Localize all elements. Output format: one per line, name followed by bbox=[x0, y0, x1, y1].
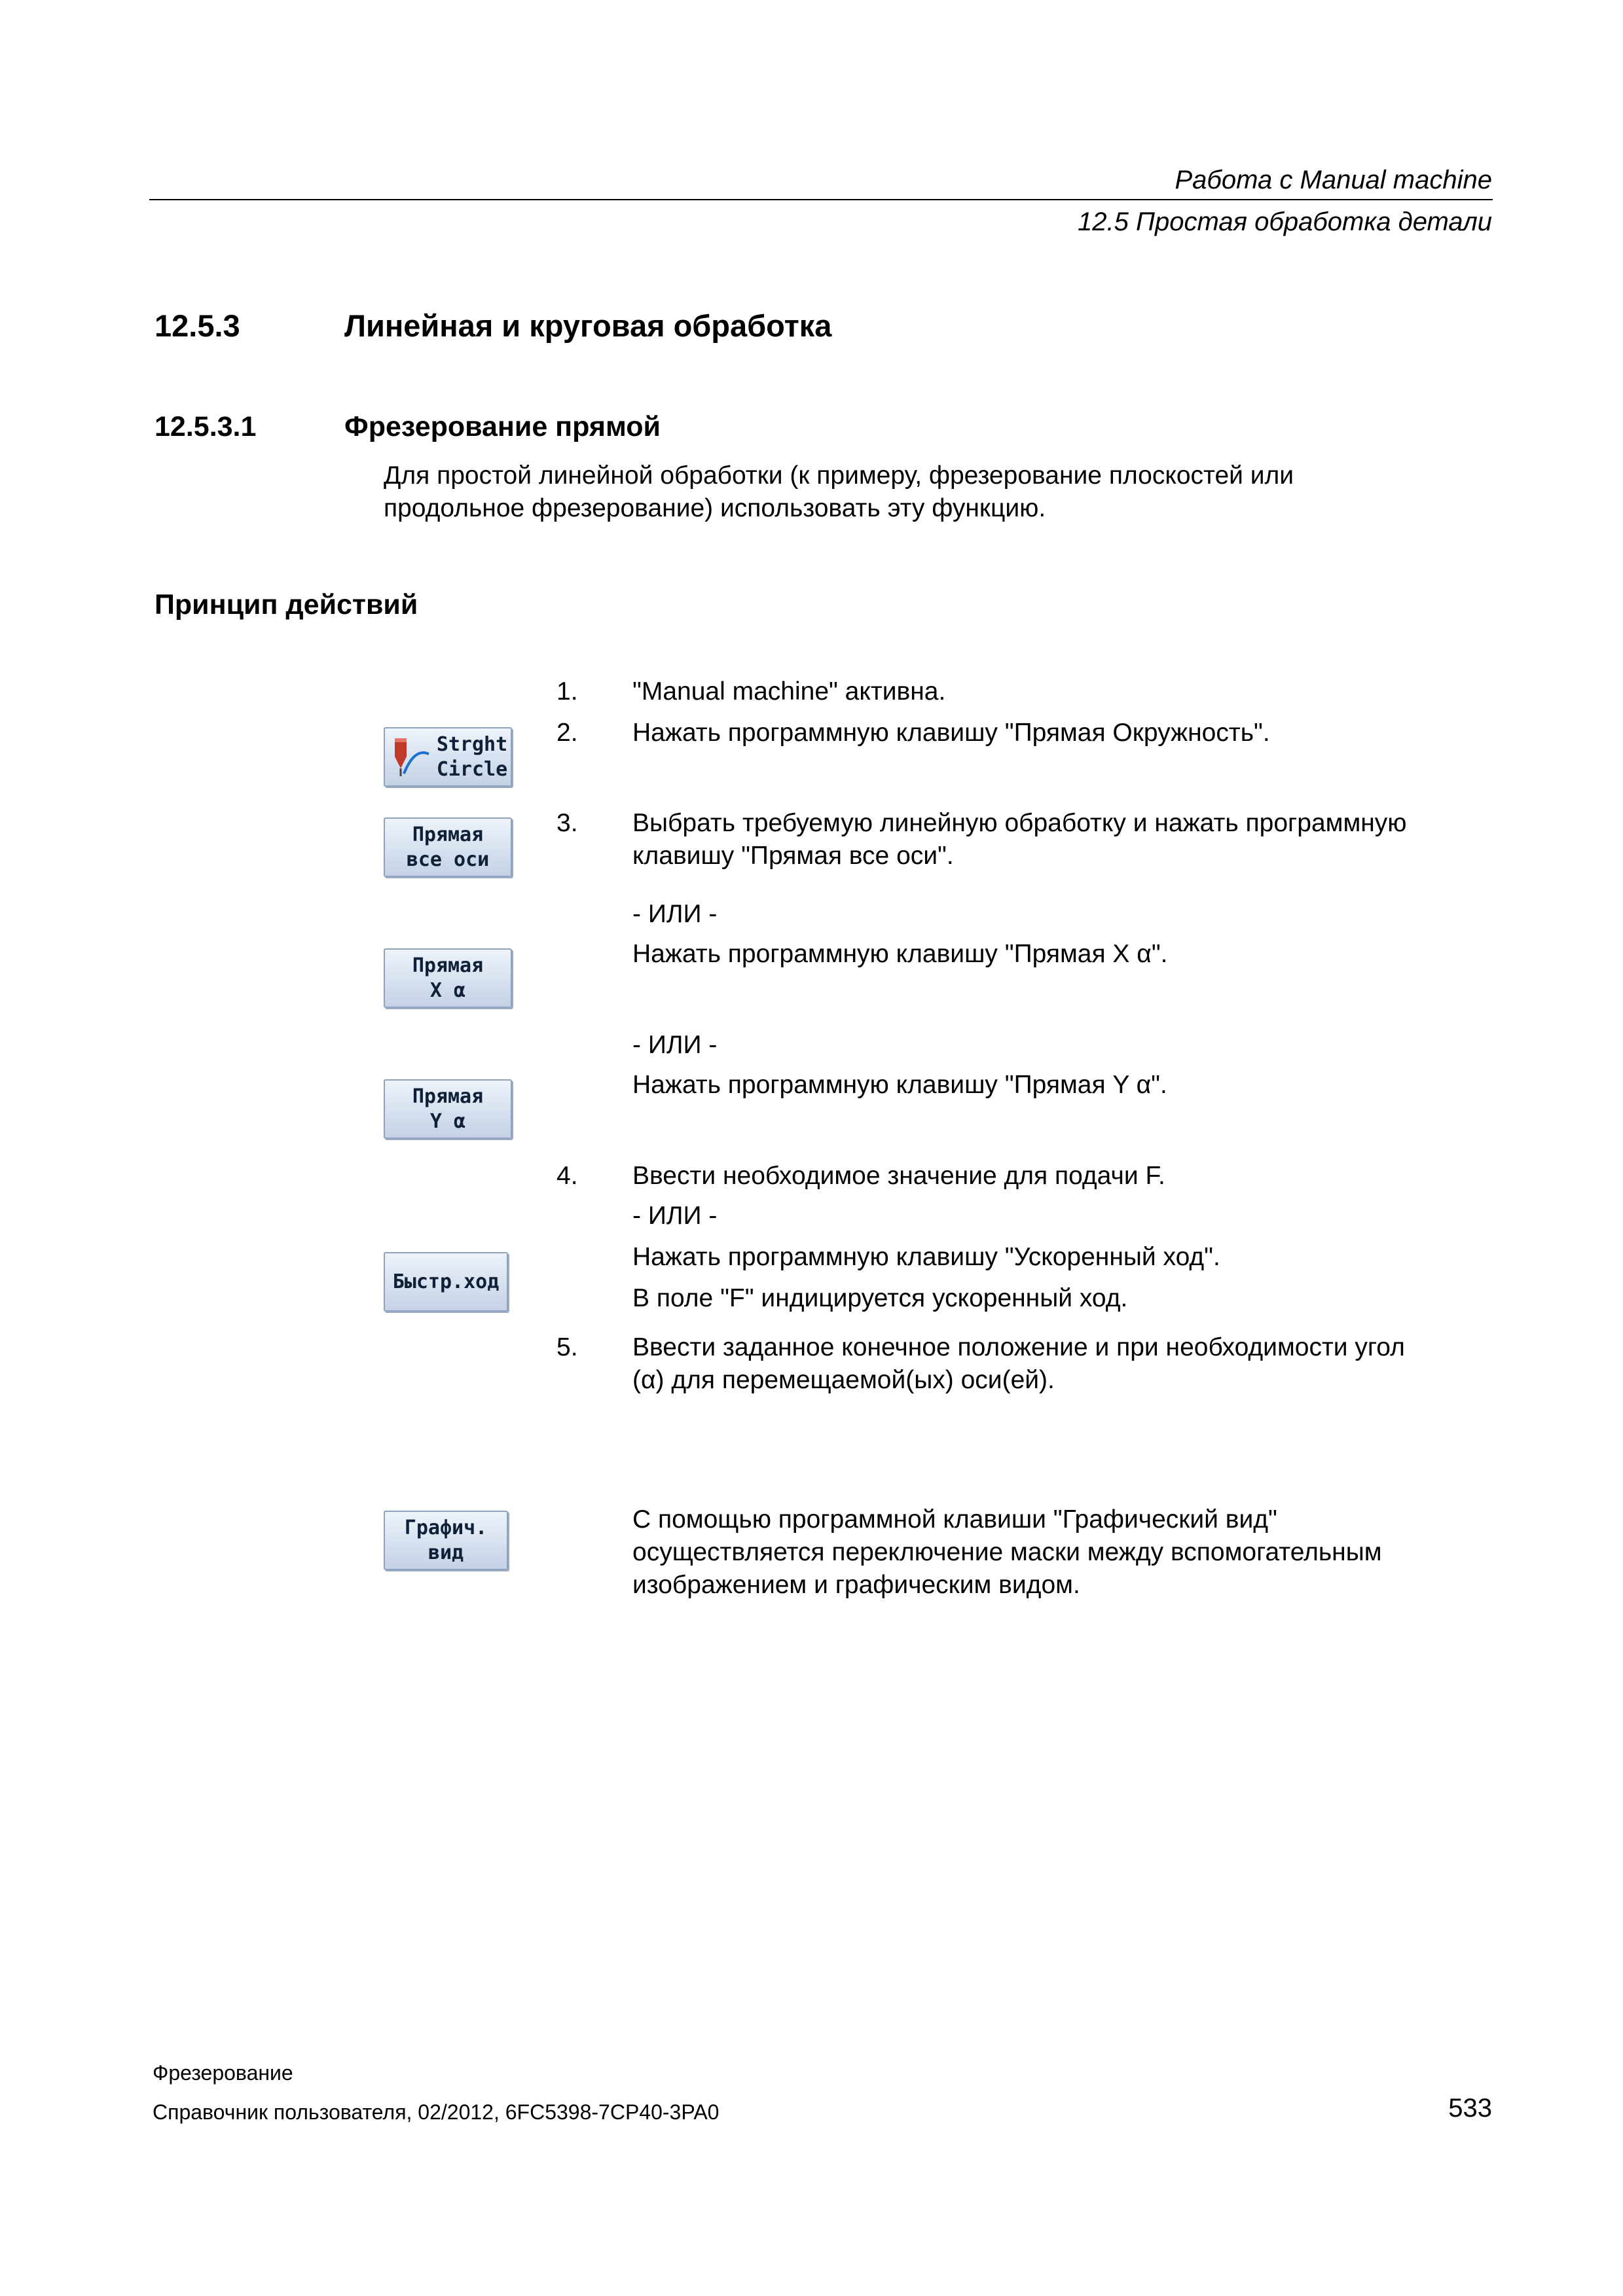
step-number: 5. bbox=[556, 1333, 578, 1361]
softkey-label-line2: вид bbox=[428, 1541, 464, 1564]
page-number: 533 bbox=[1448, 2094, 1492, 2123]
intro-line-2: продольное фрезерование) использовать эту функцию. bbox=[384, 494, 1046, 522]
or-separator: - ИЛИ - bbox=[632, 1202, 718, 1230]
step-number: 2. bbox=[556, 719, 578, 747]
softkey-label-line1: Прямая bbox=[412, 1085, 484, 1108]
line-all-axes-softkey[interactable] bbox=[384, 817, 512, 877]
intro-line-1: Для простой линейной обработки (к примеру, фрезерование плоскостей или bbox=[384, 461, 1294, 490]
softkey-label-line1: Прямая bbox=[412, 823, 484, 846]
line-y-alpha-softkey[interactable] bbox=[384, 1079, 512, 1139]
step-text: В поле "F" индицируется ускоренный ход. bbox=[632, 1284, 1128, 1312]
step-number: 4. bbox=[556, 1162, 578, 1190]
softkey-label-line2: Y α bbox=[429, 1109, 466, 1133]
or-separator: - ИЛИ - bbox=[632, 900, 718, 928]
graphic-note-line-2: осуществляется переключение маски между вспомогательным bbox=[632, 1538, 1382, 1566]
rapid-traverse-softkey[interactable] bbox=[384, 1252, 508, 1312]
step-number: 1. bbox=[556, 677, 578, 706]
softkey-label-line1: Графич. bbox=[404, 1516, 488, 1539]
step-text: Нажать программную клавишу "Прямая Окружность". bbox=[632, 719, 1270, 747]
section-title: Линейная и круговая обработка bbox=[344, 308, 832, 343]
principle-heading: Принцип действий bbox=[155, 589, 418, 620]
step-text: Нажать программную клавишу "Прямая Y α". bbox=[632, 1071, 1167, 1099]
subsection-title: Фрезерование прямой bbox=[344, 411, 661, 442]
step-text: "Manual machine" активна. bbox=[632, 677, 946, 706]
strght-circle-softkey[interactable] bbox=[384, 727, 512, 787]
milling-cutter-arc-icon bbox=[388, 734, 434, 780]
running-header-section: 12.5 Простая обработка детали bbox=[1078, 207, 1492, 236]
subsection-number: 12.5.3.1 bbox=[155, 411, 257, 442]
step-text: Ввести заданное конечное положение и при необходимости угол bbox=[632, 1333, 1405, 1361]
step-text: Выбрать требуемую линейную обработку и нажать программную bbox=[632, 809, 1407, 837]
softkey-label-line2: все оси bbox=[406, 848, 490, 871]
softkey-label-line1: Прямая bbox=[412, 954, 484, 977]
header-rule bbox=[149, 199, 1493, 200]
softkey-label-line2: Circle bbox=[436, 757, 508, 781]
softkey-label: Быстр.ход bbox=[392, 1270, 500, 1293]
step-text: клавишу "Прямая все оси". bbox=[632, 842, 954, 870]
line-x-alpha-softkey[interactable] bbox=[384, 948, 512, 1008]
footer-manual-ref: Справочник пользователя, 02/2012, 6FC5398-7CP40-3PA0 bbox=[153, 2100, 720, 2124]
step-number: 3. bbox=[556, 809, 578, 837]
graphic-note-line-1: С помощью программной клавиши "Графический вид" bbox=[632, 1505, 1277, 1534]
step-text: Нажать программную клавишу "Ускоренный ход". bbox=[632, 1243, 1220, 1271]
graphic-view-softkey[interactable] bbox=[384, 1511, 508, 1570]
footer-title: Фрезерование bbox=[153, 2061, 293, 2085]
step-text: Ввести необходимое значение для подачи F. bbox=[632, 1162, 1165, 1190]
softkey-label-line1: Strght bbox=[436, 732, 508, 756]
or-separator: - ИЛИ - bbox=[632, 1031, 718, 1059]
step-text: Нажать программную клавишу "Прямая X α". bbox=[632, 940, 1168, 968]
section-number: 12.5.3 bbox=[155, 308, 240, 343]
running-header-chapter: Работа с Manual machine bbox=[1175, 166, 1492, 194]
graphic-note-line-3: изображением и графическим видом. bbox=[632, 1571, 1080, 1599]
softkey-label-line2: X α bbox=[429, 978, 466, 1002]
step-text: (α) для перемещаемой(ых) оси(ей). bbox=[632, 1366, 1055, 1394]
